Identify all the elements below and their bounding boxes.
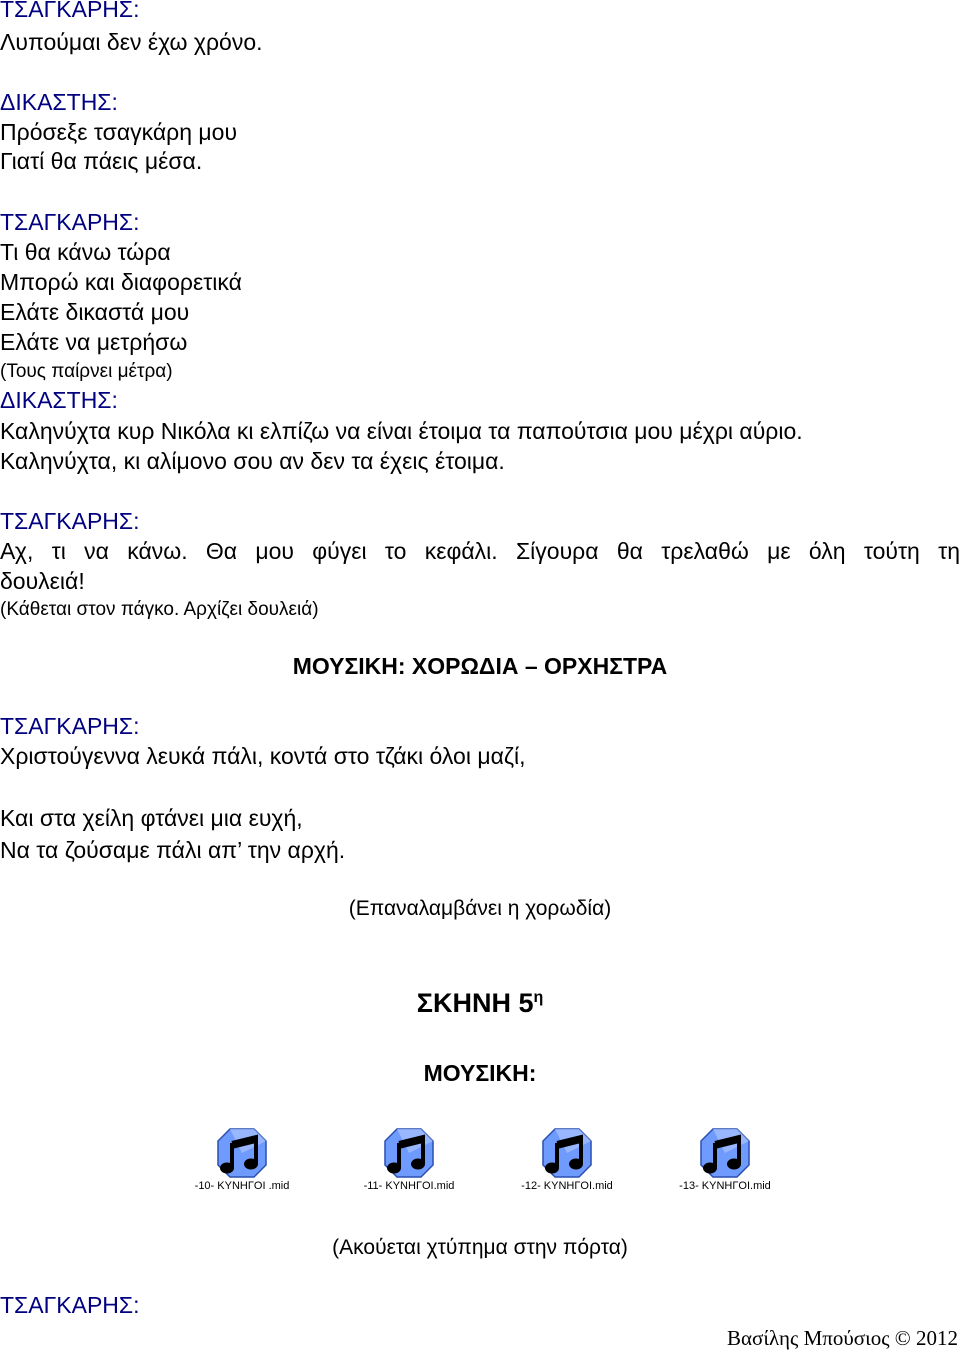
music-note-icon (216, 1127, 268, 1179)
stage-direction: (Επαναλαμβάνει η χορωδία) (348, 897, 612, 920)
dialogue-line: Καληνύχτα, κι αλίμονο σου αν δεν τα έχεις έτοιμα. (0, 448, 505, 474)
music-note-icon (541, 1127, 593, 1179)
speaker-label: ΤΣΑΓΚΑΡΗΣ: (0, 1292, 140, 1318)
dialogue-line: Γιατί θα πάεις μέσα. (0, 148, 203, 174)
file-name: -11- ΚΥΝΗΓΟΙ.mid (363, 1180, 455, 1192)
music-note-icon (699, 1127, 751, 1179)
dialogue-line: Τι θα κάνω τώρα (0, 239, 171, 265)
stage-direction: (Τους παίρνει μέτρα) (0, 361, 173, 382)
dialogue-line: Να τα ζούσαμε πάλι απ’ την αρχή. (0, 837, 346, 863)
dialogue-line: Χριστούγεννα λευκά πάλι, κοντά στο τζάκι όλοι μαζί, (0, 743, 526, 769)
scene-superscript: η (533, 989, 544, 1006)
dialogue-line: Αχ, τι να κάνω. Θα μου φύγει το κεφάλι. Σίγουρα θα τρελαθώ με όλη τούτη τη (0, 538, 960, 564)
music-file[interactable] (339, 1127, 479, 1193)
scene-title: ΣΚΗΝΗ 5 (416, 988, 534, 1018)
dialogue-line: Πρόσεξε τσαγκάρη μου (0, 119, 238, 145)
music-file[interactable] (655, 1127, 795, 1193)
music-file[interactable] (172, 1127, 312, 1193)
dialogue-line: Καληνύχτα κυρ Νικόλα κι ελπίζω να είναι έτοιμα τα παπούτσια μου μέχρι αύριο. (0, 418, 803, 444)
music-note-icon (383, 1127, 435, 1179)
dialogue-line: Ελάτε να μετρήσω (0, 329, 188, 355)
music-heading: ΜΟΥΣΙΚΗ: (423, 1060, 537, 1086)
speaker-label: ΔΙΚΑΣΤΗΣ: (0, 387, 118, 413)
dialogue-line: Λυπούμαι δεν έχω χρόνο. (0, 29, 263, 55)
music-heading: ΜΟΥΣΙΚΗ: ΧΟΡΩΔΙΑ – ΟΡΧΗΣΤΡΑ (292, 653, 668, 679)
file-name: -12- ΚΥΝΗΓΟΙ.mid (521, 1180, 613, 1192)
file-name: -10- ΚΥΝΗΓΟΙ .mid (194, 1180, 290, 1192)
author-signature: Βασίλης Μπούσιος © 2012 (727, 1326, 958, 1350)
speaker-label: ΤΣΑΓΚΑΡΗΣ: (0, 209, 140, 235)
scene-heading (0, 982, 960, 1019)
dialogue-line: Και στα χείλη φτάνει μια ευχή, (0, 805, 303, 831)
stage-direction: (Κάθεται στον πάγκο. Αρχίζει δουλειά) (0, 599, 319, 620)
music-file[interactable] (497, 1127, 637, 1193)
dialogue-line: Ελάτε δικαστά μου (0, 299, 190, 325)
speaker-label: ΤΣΑΓΚΑΡΗΣ: (0, 713, 140, 739)
file-name: -13- ΚΥΝΗΓΟΙ.mid (679, 1180, 771, 1192)
stage-direction: (Ακούεται χτύπημα στην πόρτα) (332, 1236, 628, 1259)
speaker-label: ΤΣΑΓΚΑΡΗΣ: (0, 508, 140, 534)
speaker-label: ΔΙΚΑΣΤΗΣ: (0, 89, 118, 115)
dialogue-line: Μπορώ και διαφορετικά (0, 269, 242, 295)
speaker-label: ΤΣΑΓΚΑΡΗΣ: (0, 0, 140, 22)
dialogue-line: δουλειά! (0, 568, 85, 594)
